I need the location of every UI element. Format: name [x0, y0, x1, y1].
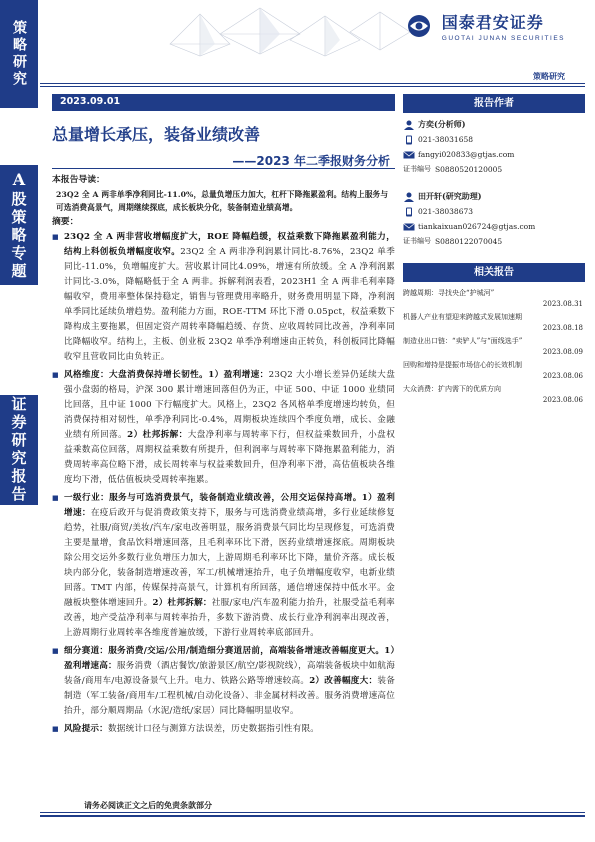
abstract-heading: 摘要：: [52, 217, 79, 227]
bullet-text-secondary: 社服/家电/汽车盈利能力抬升，社服受益毛利率改善，地产受益净利率与周转率抬升，多数下游消费、成长行业净利润率出现改善，上游周期行业周转率各维度普遍放缓，下游行业周转率底部回升。: [64, 598, 395, 638]
abstract-bullet: [52, 644, 395, 719]
side-block-type: [0, 165, 38, 285]
phone-icon: [403, 207, 415, 217]
author-email[interactable]: tiankaixuan026724@gtjas.com: [418, 222, 536, 231]
author-email[interactable]: fangyi020833@gtjas.com: [418, 150, 515, 159]
title-divider: [52, 168, 395, 169]
abstract-bullet: [52, 491, 395, 641]
footer-bar: [40, 815, 585, 817]
email-icon: [403, 150, 415, 160]
related-report[interactable]: [403, 382, 585, 406]
bullet-lead: 细分赛道：服务消费/交运/公用/制造细分赛道居前，高端装备增速改善幅度更大。1）盈利增速高：: [64, 646, 395, 671]
author-name: 方奕(分析师): [418, 119, 466, 129]
related-report-date: 2023.08.06: [542, 372, 583, 380]
disclaimer-note: 请务必阅读正文之后的免责条款部分: [84, 801, 212, 810]
related-report-title: 机器人产业有望迎来跨越式发展加速期: [403, 313, 522, 321]
author-phone: 021-38031658: [418, 135, 474, 144]
header-divider: [40, 83, 585, 84]
side-banner: [0, 0, 38, 842]
side-block-report: [0, 395, 38, 505]
bullet-lead: 风格维度：大盘消费保持增长韧性。1）盈利增速：: [64, 370, 269, 380]
footer-divider: [40, 812, 585, 813]
report-body: [52, 173, 395, 740]
email-icon: [403, 222, 415, 232]
author-phone: 021-38038673: [418, 207, 474, 216]
author-name: 田开轩(研究助理): [418, 191, 482, 201]
report-subtitle: ——2023 年二季报财务分析: [232, 154, 390, 168]
bullet-lead: 风险提示：: [64, 724, 108, 734]
header-divider-secondary: [40, 86, 585, 87]
report-title: 总量增长承压，装备业绩改善: [52, 125, 261, 144]
abstract-bullet: [52, 368, 395, 488]
side-type-text: 股策略专题: [9, 190, 28, 281]
related-report-title: 大众消费：扩内需下的优质方向: [403, 385, 501, 393]
side-report-text: 证券研究报告: [9, 396, 28, 504]
author-cert: S0880520120005: [435, 165, 503, 174]
cert-label: 证书编号: [403, 165, 431, 173]
guide-text: 23Q2 全 A 两非单季净利同比-11.0%，总量负增压力加大，杠杆下降拖累盈利。结构上服务与可选消费高景气，周期继续探底，成长板块分化，装备制造业绩高增。: [56, 190, 389, 212]
report-date: 2023.09.01: [52, 94, 395, 111]
related-report-title: 跨越周期：寻找央企“护城河”: [403, 289, 495, 297]
bullet-text-secondary: 装备制造（军工装备/商用车/工程机械/自动化设备）、非金属材料改善。服务消费增速高位抬升，部分顺周期品（水泥/造纸/家居）同比降幅明显收窄。: [64, 676, 396, 716]
related-report-date: 2023.08.18: [542, 324, 583, 332]
sidebar-column: [403, 94, 585, 406]
side-category-text: 策略研究: [11, 20, 27, 88]
related-report[interactable]: [403, 334, 585, 358]
related-report-date: 2023.08.09: [542, 348, 583, 356]
guide-heading: 本报告导读：: [52, 175, 105, 185]
related-report-title: 制造业出口链：“卖铲人”与“面线选手”: [403, 337, 523, 345]
related-report[interactable]: [403, 310, 585, 334]
abstract-bullet: [52, 722, 395, 737]
logo-mark-icon: [402, 14, 436, 38]
bullet-lead: 23Q2 全 A 两非营收增幅度扩大，ROE 降幅趋缓，权益乘数下降拖累盈利能力，结构上科创板负增幅度收窄。: [64, 232, 395, 257]
side-type-letter: A: [12, 169, 26, 189]
bullet-text: 数据统计口径与测算方法误差，历史数据指引性有限。: [107, 724, 320, 734]
bullet-text: 23Q2 全 A 两非净利润累计同比-8.76%，23Q2 单季同比-11.0%，负增幅度扩大。营收累计同比4.09%，增速有所放缓。全 A 净利润累计同比-3.0%，降幅略低于全 A 两非。拆解利润表看，2023H1 全 A 两非毛利率降幅收窄，费用率整体保持稳定，销售与管理费用率略升，财务费用明显下降，净利润单季同比延续负增趋势。盈利能力方面，ROE-TTM 环比下滑 0.05pct，权益乘数下降构成主要拖累，但固定资产周转率降幅趋缓、存货、应收周转同比改善，净利率同比降幅收窄。结构上，主板、创业板 23Q2 单季净利增速由正转负，科创板同比降幅收窄且营收同比由负转正。: [64, 247, 395, 362]
bullet-lead-secondary: 2）杜邦拆解：: [152, 598, 212, 608]
person-icon: [403, 192, 415, 202]
abstract-bullet: [52, 230, 395, 365]
decorative-gem-graphic: [160, 4, 420, 60]
cert-label: 证书编号: [403, 237, 431, 245]
side-block-category: [0, 0, 38, 108]
related-reports-list: [403, 286, 585, 406]
phone-icon: [403, 135, 415, 145]
author-card: [403, 117, 585, 177]
related-report-date: 2023.08.06: [542, 396, 583, 404]
author-card: [403, 189, 585, 249]
logo-chinese-name: 国泰君安证券: [441, 13, 544, 32]
bullet-text: 在疫后政开与促消费政策支持下，服务与可选消费业绩高增，多行业延续修复趋势，社服/商贸/美妆/汽车/家电改善明显，服务消费景气同比均呈现修复，可选消费主要是量增，食品饮料增速回落，且毛利率环比下滑，医药业绩增速探底。周期板块除公用交运外多数行业负增压力加大，上游周期毛利率环比下降，量价齐落。成长板块内部分化，装备制造增速改善，军工/机械增速抬升，电子负增幅度收窄，电新业绩回落。TMT 内部，传媒保持高景气，计算机有所回落，通信增速保持中低水平。金融板块整体增速回升。: [64, 508, 395, 608]
bullet-text: 23Q2 大小增长差异仍延续大盘强小盘弱的格局，沪深 300 累计增速回落但仍为正，中证 500、中证 1000 业绩同比回落，且中证 1000 下行幅度扩大。风格上，23Q2 各风格单季度增速均转负，但消费保持相对韧性，单季净利同比-0.4%，周期板块连续四个季度负增，成长、金融业绩有所回落。: [64, 370, 395, 440]
bullet-lead: 一级行业：服务与可选消费景气，装备制造业绩改善，公用交运保持高增。1）盈利增速：: [64, 493, 395, 518]
authors-heading: 报告作者: [403, 94, 585, 113]
bullet-lead-secondary: 2）杜邦拆解：: [127, 430, 188, 440]
related-report[interactable]: [403, 286, 585, 310]
related-report-date: 2023.08.31: [542, 300, 583, 308]
related-heading: 相关报告: [403, 263, 585, 282]
related-report[interactable]: [403, 358, 585, 382]
report-category: 策略研究: [533, 72, 565, 81]
bullet-text-secondary: 大盘净利率与周转率下行，但权益乘数回升，小盘权益乘数高位回落，周期权益乘数有所提升，但利润率与周转率下降拖累盈利能力，消费周转率高位略下滑，成长周转率与权益乘数回升，但净利率下滑，高估值板块各维度均下滑，低估值板块受周转率拖累。: [64, 430, 395, 485]
logo-english-name: GUOTAI JUNAN SECURITIES: [441, 35, 565, 42]
author-cert: S0880122070045: [435, 237, 503, 246]
company-logo: [402, 10, 565, 42]
bullet-lead-secondary: 2）改善幅度大：: [309, 676, 378, 686]
related-report-title: 回购和增持是提振市场信心的长效机制: [403, 361, 522, 369]
bullet-text: 服务消费（酒店餐饮/旅游景区/航空/影视院线），高端装备板块中如航海装备/商用车/电源设备景气上升。电力、铁路公路等增速较高。: [64, 661, 396, 686]
person-icon: [403, 120, 415, 130]
header: [40, 0, 595, 68]
